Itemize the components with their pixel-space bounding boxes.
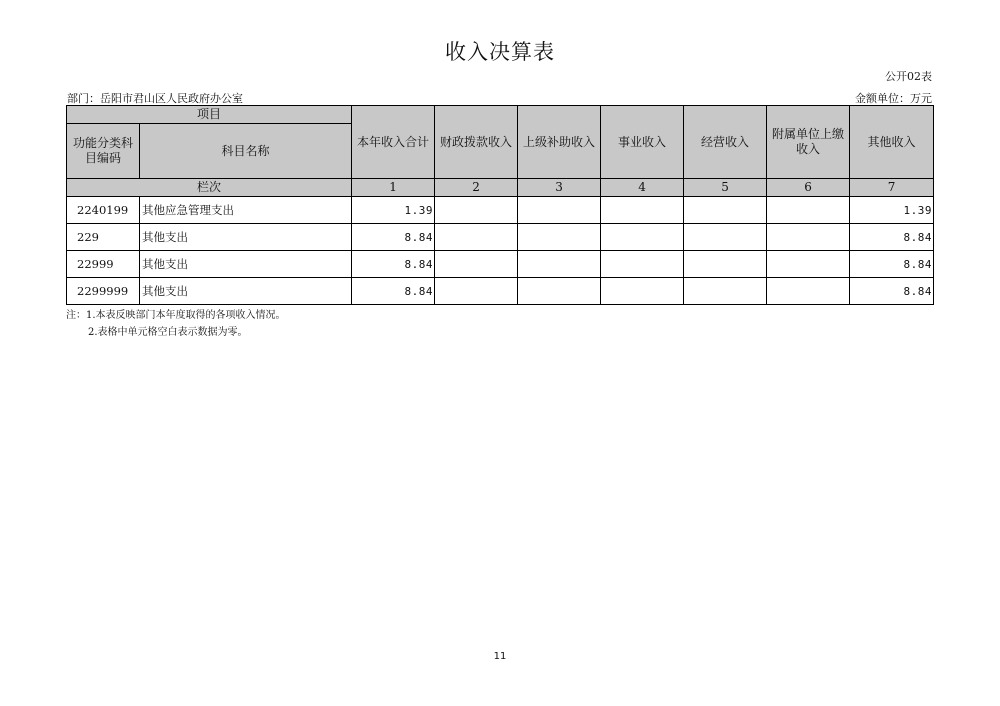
col-number: 1 bbox=[352, 179, 435, 197]
cell-business bbox=[601, 251, 684, 278]
table-row bbox=[67, 224, 934, 251]
cell-other: 8.84 bbox=[850, 251, 934, 278]
table-notes bbox=[66, 307, 286, 341]
col-number: 2 bbox=[435, 179, 518, 197]
cell-affiliated bbox=[767, 278, 850, 305]
header-operating: 经营收入 bbox=[684, 106, 767, 179]
page-number: 11 bbox=[493, 651, 507, 662]
cell-total: 8.84 bbox=[352, 224, 435, 251]
cell-affiliated bbox=[767, 224, 850, 251]
cell-superior bbox=[518, 224, 601, 251]
col-number: 5 bbox=[684, 179, 767, 197]
cell-fiscal bbox=[435, 197, 518, 224]
cell-affiliated bbox=[767, 251, 850, 278]
cell-name: 其他支出 bbox=[140, 251, 352, 278]
cell-code: 229 bbox=[67, 224, 140, 251]
cell-other: 8.84 bbox=[850, 278, 934, 305]
department-label: 部门：岳阳市君山区人民政府办公室 bbox=[67, 92, 243, 105]
cell-code: 2240199 bbox=[67, 197, 140, 224]
form-code: 公开02表 bbox=[885, 70, 932, 83]
table-row bbox=[67, 197, 934, 224]
header-fiscal: 财政拨款收入 bbox=[435, 106, 518, 179]
header-other: 其他收入 bbox=[850, 106, 934, 179]
cell-business bbox=[601, 224, 684, 251]
cell-operating bbox=[684, 278, 767, 305]
col-number: 3 bbox=[518, 179, 601, 197]
note-1: 注：1.本表反映部门本年度取得的各项收入情况。 bbox=[66, 310, 286, 321]
header-superior: 上级补助收入 bbox=[518, 106, 601, 179]
col-number: 7 bbox=[850, 179, 934, 197]
cell-superior bbox=[518, 197, 601, 224]
cell-other: 8.84 bbox=[850, 224, 934, 251]
cell-business bbox=[601, 278, 684, 305]
cell-code: 2299999 bbox=[67, 278, 140, 305]
cell-other: 1.39 bbox=[850, 197, 934, 224]
cell-total: 1.39 bbox=[352, 197, 435, 224]
page-title: 收入决算表 bbox=[445, 40, 555, 64]
cell-business bbox=[601, 197, 684, 224]
cell-total: 8.84 bbox=[352, 251, 435, 278]
cell-fiscal bbox=[435, 278, 518, 305]
row-label: 栏次 bbox=[67, 179, 352, 197]
header-name: 科目名称 bbox=[140, 124, 352, 179]
table-row bbox=[67, 251, 934, 278]
cell-code: 22999 bbox=[67, 251, 140, 278]
cell-superior bbox=[518, 278, 601, 305]
header-business: 事业收入 bbox=[601, 106, 684, 179]
cell-total: 8.84 bbox=[352, 278, 435, 305]
header-code: 功能分类科目编码 bbox=[67, 124, 140, 179]
cell-affiliated bbox=[767, 197, 850, 224]
header-affiliated: 附属单位上缴收入 bbox=[767, 106, 850, 179]
income-table bbox=[66, 105, 934, 305]
header-total: 本年收入合计 bbox=[352, 106, 435, 179]
table-row bbox=[67, 278, 934, 305]
cell-superior bbox=[518, 251, 601, 278]
col-number: 6 bbox=[767, 179, 850, 197]
unit-label: 金额单位：万元 bbox=[855, 92, 932, 105]
note-2: 2.表格中单元格空白表示数据为零。 bbox=[88, 327, 248, 338]
cell-name: 其他应急管理支出 bbox=[140, 197, 352, 224]
cell-fiscal bbox=[435, 224, 518, 251]
cell-fiscal bbox=[435, 251, 518, 278]
cell-name: 其他支出 bbox=[140, 278, 352, 305]
cell-operating bbox=[684, 251, 767, 278]
cell-operating bbox=[684, 197, 767, 224]
header-item-group: 项目 bbox=[67, 106, 352, 124]
col-number: 4 bbox=[601, 179, 684, 197]
cell-name: 其他支出 bbox=[140, 224, 352, 251]
cell-operating bbox=[684, 224, 767, 251]
